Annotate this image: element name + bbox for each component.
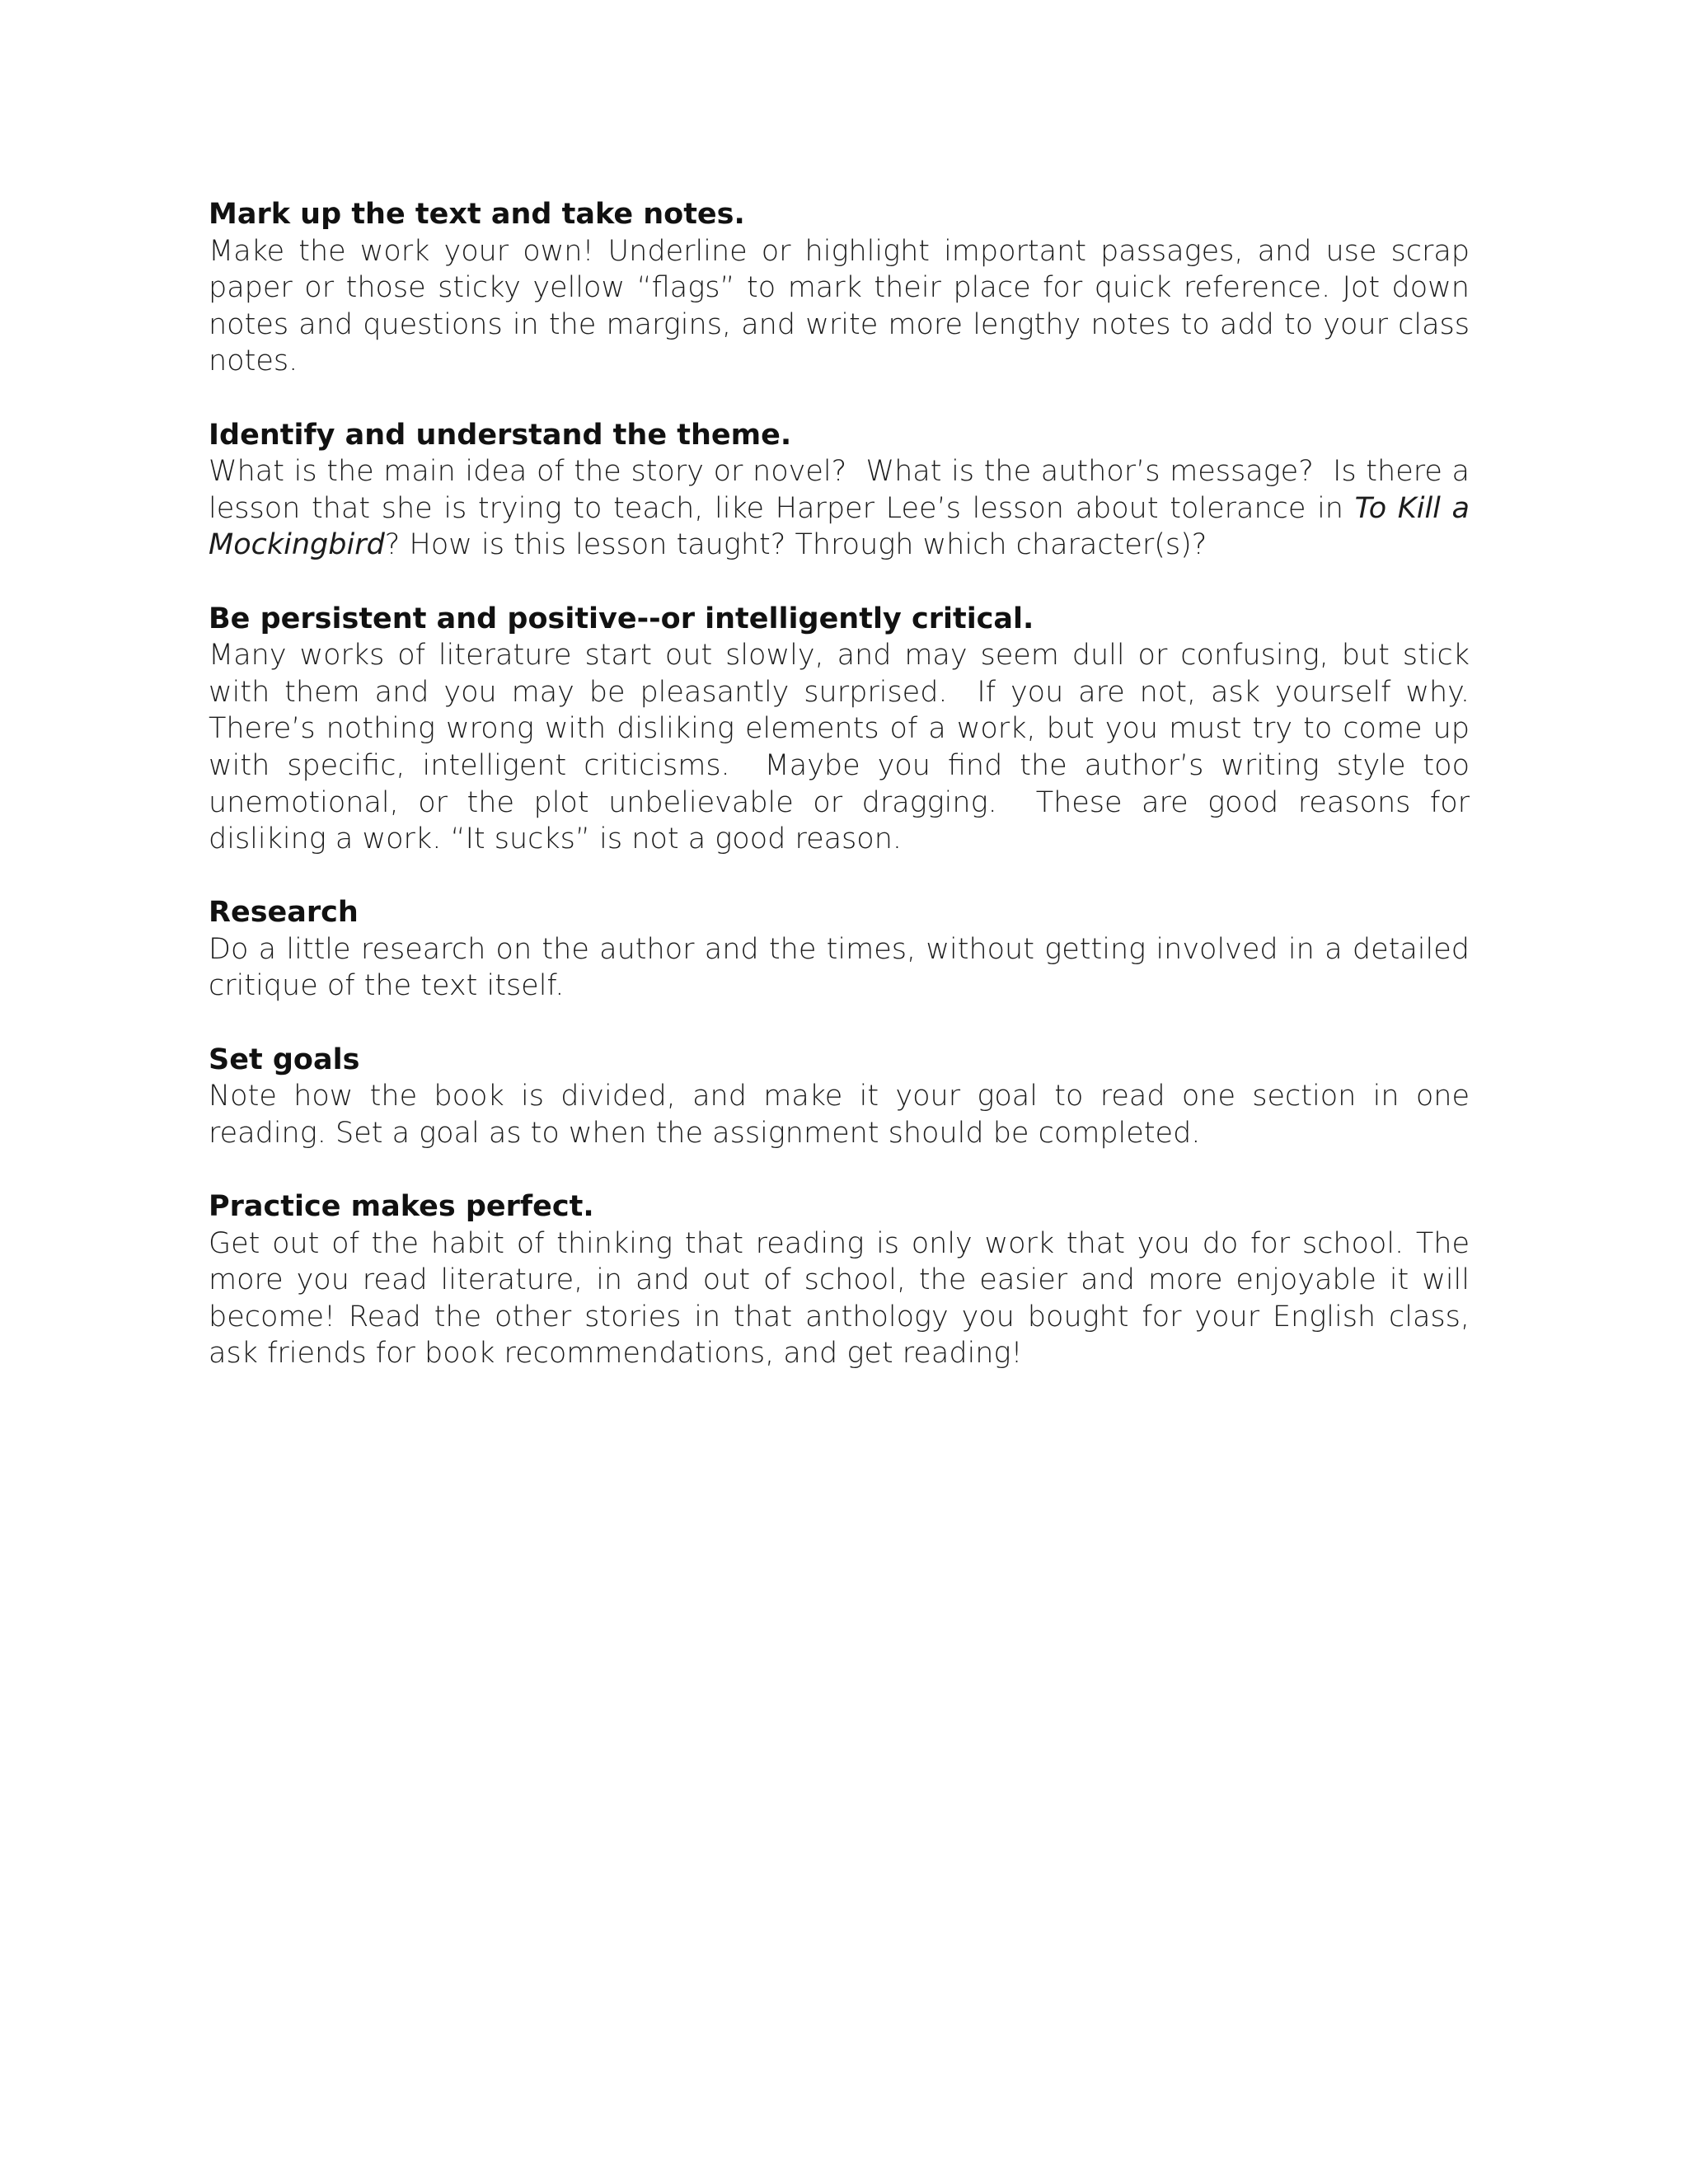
section-body: Many works of literature start out slowly, and may seem dull or confusing, but stick with them and you may be pleasantly surprised. If you are not, ask yourself why. There’s nothing wrong with disliking elements of a work, but you must try to come up with specific, intelligent criticisms. Maybe you find the author’s writing style too unemotional, or the plot unbelievable or dragging. These are good reasons for disliking a work. “It sucks” is not a good reason. <box>209 639 1470 856</box>
section-body: Make the work your own! Underline or highlight important passages, and use scrap paper or those sticky yellow “flags” to mark their place for quick reference. Jot down notes and questions in the margins, and write more lengthy notes to add to your class notes. <box>209 234 1470 378</box>
document-page <box>209 196 1470 1409</box>
section-heading: Research <box>209 896 359 930</box>
section-research <box>209 894 1470 1005</box>
section-heading: Identify and understand the theme. <box>209 418 792 452</box>
body-text-before: What is the main idea of the story or novel? What is the author’s message? Is there a lesson that she is trying to teach, like Harper Lee’s lesson about tolerance in <box>209 455 1470 525</box>
section-body: Do a little research on the author and the times, without getting involved in a detailed critique of the text itself. <box>209 932 1470 1003</box>
book-title: To Kill a Mockingbird <box>209 491 1470 562</box>
section-body <box>209 453 1470 564</box>
section-heading: Set goals <box>209 1043 360 1076</box>
section-heading: Mark up the text and take notes. <box>209 198 745 231</box>
section-identify-theme <box>209 417 1470 564</box>
section-heading: Be persistent and positive--or intelligently critical. <box>209 602 1034 635</box>
section-heading: Practice makes perfect. <box>209 1190 594 1224</box>
section-mark-up-text <box>209 196 1470 380</box>
section-set-goals <box>209 1042 1470 1152</box>
body-text-after: ? How is this lesson taught? Through which character(s)? <box>384 528 1207 562</box>
section-body: Get out of the habit of thinking that reading is only work that you do for school. The more you read literature, in and out of school, the easier and more enjoyable it will become! Read the other stories in that anthology you bought for your English class, ask friends for book recommendations, and get reading! <box>209 1226 1470 1371</box>
section-body: Note how the book is divided, and make it your goal to read one section in one reading. Set a goal as to when the assignment should be completed. <box>209 1080 1470 1150</box>
section-be-persistent <box>209 601 1470 858</box>
section-practice <box>209 1188 1470 1372</box>
